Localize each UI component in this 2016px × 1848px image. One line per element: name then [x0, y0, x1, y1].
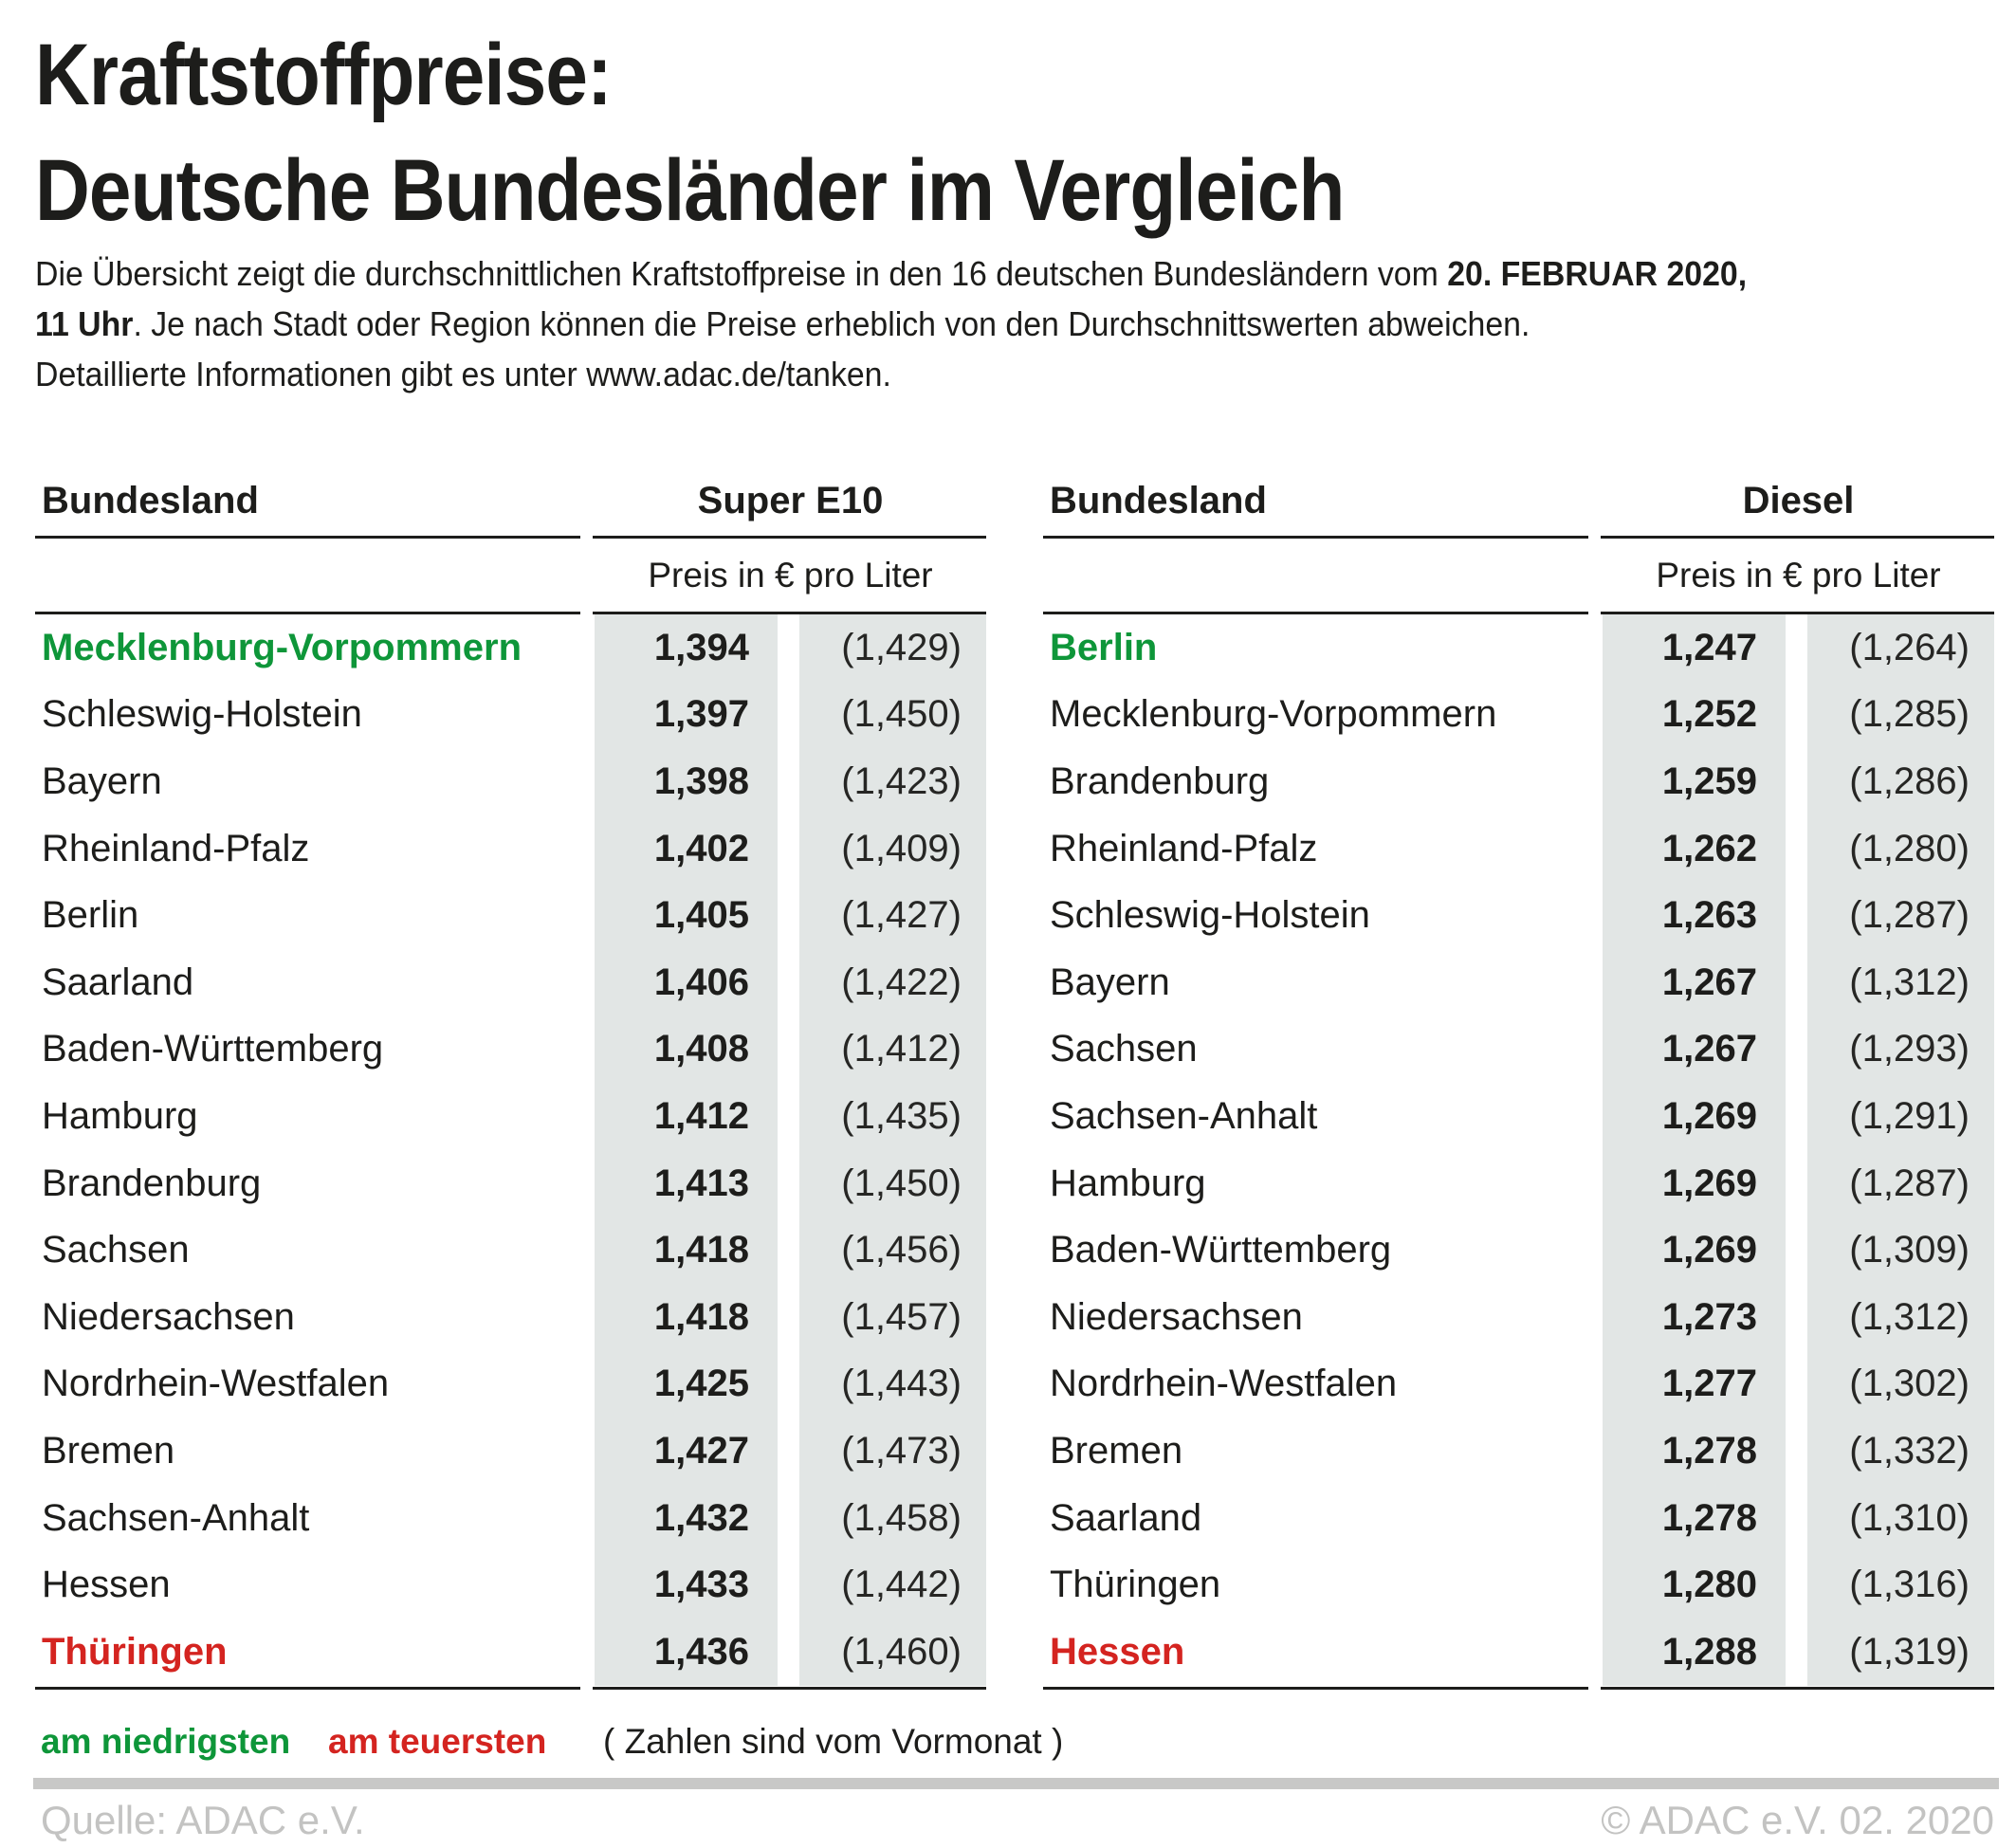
legend-note: ( Zahlen sind vom Vormonat ) [603, 1722, 1064, 1761]
prev-month-value: (1,293) [1807, 1016, 1994, 1084]
table-row [1043, 748, 1994, 815]
column-gap [778, 1083, 799, 1150]
price-value: 1,288 [1603, 1619, 1786, 1686]
table-row [35, 748, 986, 815]
price-value: 1,418 [595, 1217, 778, 1284]
state-name: Hessen [1050, 1630, 1185, 1673]
price-value: 1,398 [595, 748, 778, 815]
price-value: 1,436 [595, 1619, 778, 1686]
column-gap [1786, 1016, 1807, 1084]
state-name: Hamburg [1050, 1162, 1206, 1204]
table-row [35, 1083, 986, 1150]
table-row [1043, 882, 1994, 949]
bottom-rule [35, 1687, 580, 1690]
prev-month-value: (1,412) [799, 1016, 986, 1084]
state-name: Sachsen-Anhalt [42, 1496, 310, 1539]
prev-month-value: (1,442) [799, 1551, 986, 1619]
page-title-line2: Deutsche Bundesländer im Vergleich [35, 142, 1345, 239]
price-value: 1,269 [1603, 1150, 1786, 1217]
column-gap [778, 748, 799, 815]
table-super-e10 [35, 474, 986, 1707]
state-name: Baden-Württemberg [1050, 1229, 1392, 1272]
prev-month-value: (1,280) [1807, 815, 1994, 883]
state-name: Nordrhein-Westfalen [1050, 1363, 1398, 1405]
intro-bold-text: 11 Uhr [35, 304, 134, 343]
column-gap [778, 882, 799, 949]
column-gap [778, 614, 799, 682]
price-value: 1,252 [1603, 682, 1786, 749]
table-row [1043, 1351, 1994, 1418]
intro-bold-text: 20. FEBRUAR 2020, [1447, 254, 1748, 293]
prev-month-value: (1,423) [799, 748, 986, 815]
column-gap [778, 1418, 799, 1485]
price-value: 1,267 [1603, 949, 1786, 1016]
state-name: Saarland [42, 961, 194, 1003]
intro-line [35, 299, 1747, 349]
column-gap [778, 1551, 799, 1619]
price-value: 1,406 [595, 949, 778, 1016]
table-row [1043, 949, 1994, 1016]
state-name: Bremen [42, 1429, 175, 1472]
intro-line [35, 349, 1747, 399]
bottom-rule [593, 1687, 986, 1690]
state-name: Hamburg [42, 1094, 198, 1137]
state-name: Schleswig-Holstein [42, 693, 362, 736]
state-name: Bayern [1050, 961, 1170, 1003]
prev-month-value: (1,409) [799, 815, 986, 883]
state-name: Baden-Württemberg [42, 1028, 384, 1070]
table-rows [35, 614, 986, 1686]
table-row [1043, 1016, 1994, 1084]
table-row [1043, 682, 1994, 749]
price-value: 1,269 [1603, 1217, 1786, 1284]
column-gap [1786, 815, 1807, 883]
price-value: 1,247 [1603, 614, 1786, 682]
prev-month-value: (1,473) [799, 1418, 986, 1485]
column-gap [778, 682, 799, 749]
price-value: 1,269 [1603, 1083, 1786, 1150]
state-name: Thüringen [42, 1630, 228, 1673]
state-name: Brandenburg [42, 1162, 262, 1204]
header-rule [1043, 536, 1588, 539]
state-name: Mecklenburg-Vorpommern [1050, 693, 1497, 736]
price-value: 1,267 [1603, 1016, 1786, 1084]
prev-month-value: (1,312) [1807, 1284, 1994, 1351]
table-row [1043, 1150, 1994, 1217]
table-row [35, 1150, 986, 1217]
price-unit-label: Preis in € pro Liter [1656, 556, 1941, 595]
prev-month-value: (1,460) [799, 1619, 986, 1686]
column-gap [1786, 614, 1807, 682]
price-value: 1,413 [595, 1150, 778, 1217]
column-gap [778, 1016, 799, 1084]
price-value: 1,280 [1603, 1551, 1786, 1619]
intro-regular-text: Detaillierte Informationen gibt es unter www.adac.de/tanken. [35, 355, 891, 393]
price-value: 1,394 [595, 614, 778, 682]
column-gap [1786, 682, 1807, 749]
column-gap [1786, 748, 1807, 815]
intro-line [35, 248, 1747, 299]
column-gap [778, 949, 799, 1016]
price-value: 1,412 [595, 1083, 778, 1150]
table-row [35, 1418, 986, 1485]
legend-lowest: am niedrigsten [41, 1722, 291, 1761]
state-name: Berlin [42, 894, 139, 937]
copyright-credit: © ADAC e.V. 02. 2020 [1601, 1798, 1994, 1842]
column-gap [1786, 1150, 1807, 1217]
state-name: Bremen [1050, 1429, 1183, 1472]
price-value: 1,425 [595, 1351, 778, 1418]
column-header-fuel: Diesel [1742, 480, 1855, 521]
state-name: Mecklenburg-Vorpommern [42, 626, 522, 668]
table-row [35, 1284, 986, 1351]
price-value: 1,262 [1603, 815, 1786, 883]
table-row [35, 1351, 986, 1418]
state-name: Bayern [42, 759, 162, 802]
state-name: Saarland [1050, 1496, 1202, 1539]
prev-month-value: (1,332) [1807, 1418, 1994, 1485]
prev-month-value: (1,443) [799, 1351, 986, 1418]
price-value: 1,259 [1603, 748, 1786, 815]
price-unit-label: Preis in € pro Liter [648, 556, 933, 595]
price-value: 1,278 [1603, 1418, 1786, 1485]
price-value: 1,277 [1603, 1351, 1786, 1418]
state-name: Rheinland-Pfalz [1050, 827, 1318, 869]
table-row [35, 1016, 986, 1084]
price-value: 1,408 [595, 1016, 778, 1084]
prev-month-value: (1,310) [1807, 1485, 1994, 1552]
price-value: 1,427 [595, 1418, 778, 1485]
price-value: 1,432 [595, 1485, 778, 1552]
column-gap [1786, 1551, 1807, 1619]
legend-highest: am teuersten [328, 1722, 547, 1761]
state-name: Niedersachsen [1050, 1295, 1303, 1338]
state-name: Sachsen [1050, 1028, 1198, 1070]
state-name: Berlin [1050, 626, 1158, 668]
column-header-fuel: Super E10 [697, 480, 884, 521]
state-name: Brandenburg [1050, 759, 1270, 802]
prev-month-value: (1,450) [799, 1150, 986, 1217]
table-row [1043, 614, 1994, 682]
prev-month-value: (1,264) [1807, 614, 1994, 682]
column-gap [1786, 1217, 1807, 1284]
prev-month-value: (1,429) [799, 614, 986, 682]
price-value: 1,397 [595, 682, 778, 749]
table-row [35, 949, 986, 1016]
table-rows [1043, 614, 1994, 1686]
price-value: 1,418 [595, 1284, 778, 1351]
prev-month-value: (1,450) [799, 682, 986, 749]
prev-month-value: (1,291) [1807, 1083, 1994, 1150]
state-name: Thüringen [1050, 1564, 1221, 1606]
prev-month-value: (1,457) [799, 1284, 986, 1351]
table-row [1043, 1551, 1994, 1619]
header-rule [1601, 536, 1994, 539]
column-gap [778, 1351, 799, 1418]
prev-month-value: (1,302) [1807, 1351, 1994, 1418]
column-gap [778, 1485, 799, 1552]
source-credit: Quelle: ADAC e.V. [41, 1798, 365, 1842]
column-gap [1786, 1351, 1807, 1418]
price-value: 1,263 [1603, 882, 1786, 949]
column-gap [1786, 1083, 1807, 1150]
prev-month-value: (1,456) [799, 1217, 986, 1284]
table-diesel [1043, 474, 1994, 1707]
table-row [1043, 1284, 1994, 1351]
header-rule [35, 536, 580, 539]
footer-divider [33, 1778, 1999, 1789]
prev-month-value: (1,319) [1807, 1619, 1994, 1686]
prev-month-value: (1,427) [799, 882, 986, 949]
prev-month-value: (1,285) [1807, 682, 1994, 749]
table-row [35, 815, 986, 883]
prev-month-value: (1,458) [799, 1485, 986, 1552]
state-name: Sachsen [42, 1229, 190, 1272]
price-value: 1,405 [595, 882, 778, 949]
column-header-bundesland: Bundesland [42, 480, 259, 521]
column-gap [1786, 1485, 1807, 1552]
column-gap [778, 1619, 799, 1686]
price-value: 1,433 [595, 1551, 778, 1619]
column-gap [1786, 1619, 1807, 1686]
table-row [35, 1217, 986, 1284]
prev-month-value: (1,435) [799, 1083, 986, 1150]
prev-month-value: (1,312) [1807, 949, 1994, 1016]
table-row [1043, 1619, 1994, 1686]
table-row [35, 1551, 986, 1619]
column-gap [1786, 1284, 1807, 1351]
state-name: Niedersachsen [42, 1295, 295, 1338]
prev-month-value: (1,309) [1807, 1217, 1994, 1284]
table-row [35, 1485, 986, 1552]
table-row [1043, 815, 1994, 883]
intro-regular-text: . Je nach Stadt oder Region können die Preise erheblich von den Durchschnittswerten abweichen. [133, 304, 1530, 343]
prev-month-value: (1,286) [1807, 748, 1994, 815]
price-value: 1,278 [1603, 1485, 1786, 1552]
table-row [1043, 1418, 1994, 1485]
state-name: Sachsen-Anhalt [1050, 1094, 1318, 1137]
state-name: Rheinland-Pfalz [42, 827, 310, 869]
price-value: 1,402 [595, 815, 778, 883]
page-title [35, 17, 1344, 248]
column-gap [778, 815, 799, 883]
table-row [1043, 1083, 1994, 1150]
column-gap [778, 1217, 799, 1284]
state-name: Nordrhein-Westfalen [42, 1363, 390, 1405]
column-gap [778, 1150, 799, 1217]
prev-month-value: (1,422) [799, 949, 986, 1016]
column-gap [1786, 1418, 1807, 1485]
page-title-line1: Kraftstoffpreise: [35, 27, 612, 123]
intro-regular-text: Die Übersicht zeigt die durchschnittlichen Kraftstoffpreise in den 16 deutschen Bundesländern vom [35, 254, 1448, 293]
column-header-bundesland: Bundesland [1050, 480, 1267, 521]
price-value: 1,273 [1603, 1284, 1786, 1351]
table-row [35, 682, 986, 749]
prev-month-value: (1,316) [1807, 1551, 1994, 1619]
prev-month-value: (1,287) [1807, 1150, 1994, 1217]
prev-month-value: (1,287) [1807, 882, 1994, 949]
column-gap [778, 1284, 799, 1351]
state-name: Schleswig-Holstein [1050, 894, 1370, 937]
table-row [35, 882, 986, 949]
table-row [1043, 1217, 1994, 1284]
bottom-rule [1043, 1687, 1588, 1690]
state-name: Hessen [42, 1564, 171, 1606]
table-row [1043, 1485, 1994, 1552]
table-row [35, 614, 986, 682]
column-gap [1786, 882, 1807, 949]
header-rule [593, 536, 986, 539]
intro-text [35, 248, 1747, 399]
column-gap [1786, 949, 1807, 1016]
bottom-rule [1601, 1687, 1994, 1690]
table-row [35, 1619, 986, 1686]
